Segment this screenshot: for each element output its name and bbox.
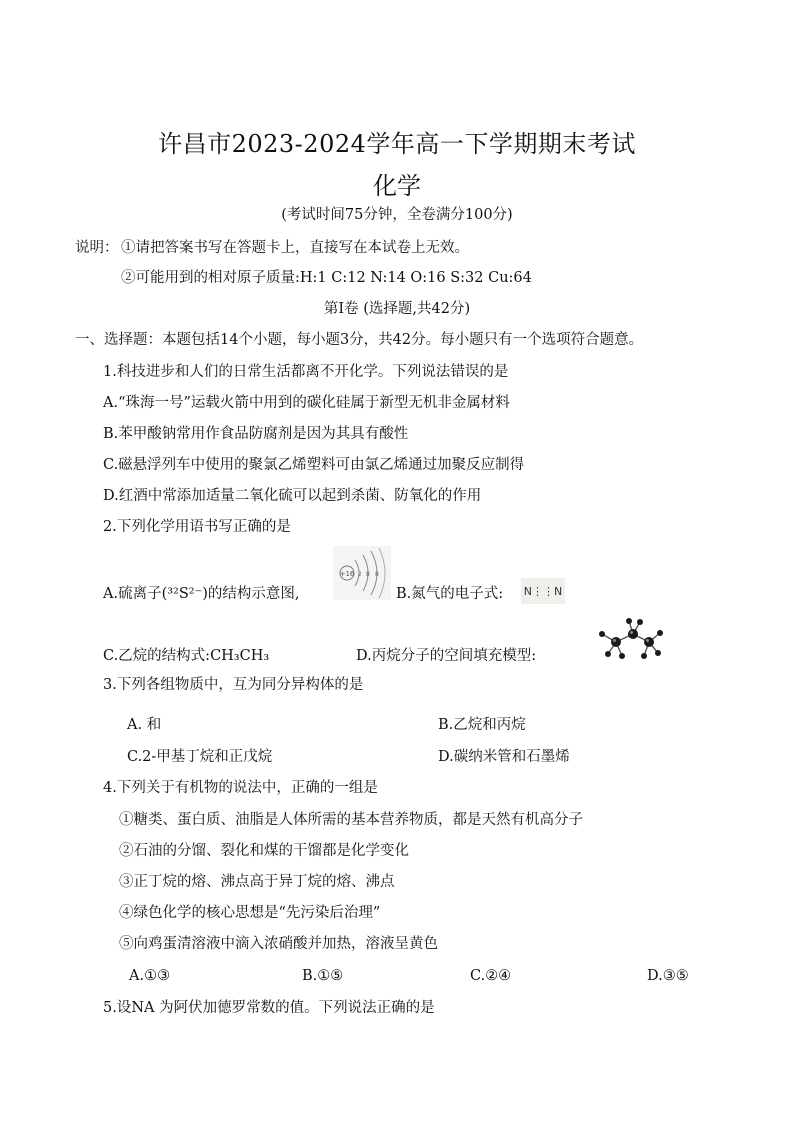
q4-option-b: B.①⑤ [302,968,344,984]
q3-option-d: D.碳纳米管和石墨烯 [438,749,570,765]
svg-text:8: 8 [375,571,379,578]
note-1: ①请把答案书写在答题卡上，直接写在本试卷上无效。 [121,240,469,256]
q1-option-c: C.磁悬浮列车中使用的聚氯乙烯塑料可由氯乙烯通过加聚反应制得 [103,457,525,473]
q4-option-c: C.②④ [470,968,512,984]
q4-item: ⑤向鸡蛋清溶液中滴入浓硝酸并加热，溶液呈黄色 [119,936,438,952]
q3-option-b: B.乙烷和丙烷 [438,717,526,733]
q1-option-d: D.红酒中常添加适量二氧化硫可以起到杀菌、防氧化的作用 [103,488,482,504]
q4-item: ③正丁烷的熔、沸点高于异丁烷的熔、沸点 [119,874,395,890]
page-title: 许昌市2023-2024学年高一下学期期末考试 [158,130,636,158]
note-2: ②可能用到的相对原子质量:H:1 C:12 N:14 O:16 S:32 Cu:64 [121,270,532,286]
q2-option-d: D.丙烷分子的空间填充模型: [356,648,537,664]
n2-formula-text: N⋮⋮N [523,585,563,598]
q4-stem: 4.下列关于有机物的说法中，正确的一组是 [103,780,378,796]
svg-text:8: 8 [366,571,370,578]
subject-title: 化学 [373,172,421,200]
q1-stem: 1.科技进步和人们的日常生活都离不开化学。下列说法错误的是 [103,364,509,380]
exam-info: (考试时间75分钟，全卷满分100分) [281,207,513,223]
q3-option-c: C.2-甲基丁烷和正戊烷 [127,749,273,765]
q4-option-d: D.③⑤ [647,968,689,984]
nitrogen-electron-formula-icon [521,578,565,604]
section1-heading: 一、选择题：本题包括14个小题，每小题3分，共42分。每小题只有一个选项符合题意。 [75,332,644,348]
note-label: 说明： [75,240,119,256]
nucleus-label: +16 [339,570,355,578]
propane-model-icon [596,614,666,660]
q4-item: ④绿色化学的核心思想是“先污染后治理” [119,905,381,921]
sulfur-ion-structure-icon [333,546,391,600]
q2-option-a: A.硫离子(³²S²⁻)的结构示意图, [103,586,300,602]
q1-option-b: B.苯甲酸钠常用作食品防腐剂是因为其具有酸性 [103,426,409,442]
q2-stem: 2.下列化学用语书写正确的是 [103,519,291,535]
q3-option-a: A. 和 [127,717,162,733]
q5-stem: 5.设NA 为阿伏加德罗常数的值。下列说法正确的是 [103,1000,435,1016]
q3-stem: 3.下列各组物质中，互为同分异构体的是 [103,677,364,693]
q2-option-b: B.氮气的电子式: [396,586,504,602]
q4-item: ②石油的分馏、裂化和煤的干馏都是化学变化 [119,843,409,859]
svg-text:2: 2 [358,571,362,578]
part1-title: 第Ⅰ卷 (选择题,共42分) [323,301,471,317]
q4-item: ①糖类、蛋白质、油脂是人体所需的基本营养物质，都是天然有机高分子 [119,812,583,828]
q4-option-a: A.①③ [129,968,171,984]
q1-option-a: A.“珠海一号”运载火箭中用到的碳化硅属于新型无机非金属材料 [103,395,510,411]
q2-option-c: C.乙烷的结构式:CH₃CH₃ [103,648,270,664]
